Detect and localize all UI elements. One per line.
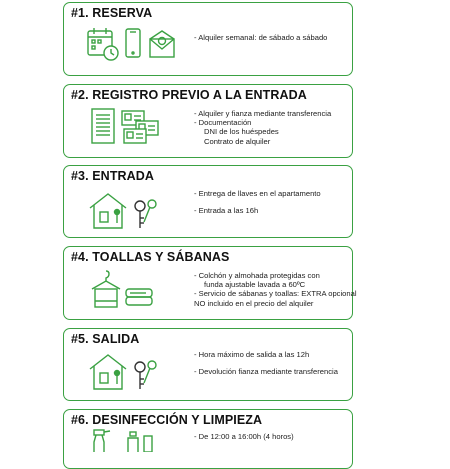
detail-line: - Colchón y almohada protegidas con <box>194 271 320 280</box>
step-card-registro <box>63 84 353 158</box>
detail-line: - De 12:00 a 16:00h (4 horos) <box>194 432 294 441</box>
folded-sheets-icon <box>126 289 152 305</box>
step-icons <box>86 25 186 65</box>
id-cards-icon <box>122 111 158 143</box>
step-details <box>194 109 331 146</box>
keys-icon <box>135 200 156 228</box>
step-details <box>194 33 327 42</box>
house-person-icon <box>90 355 126 389</box>
towel-hanger-icon <box>92 271 120 307</box>
detail-line: - Entrega de llaves en el apartamento <box>194 189 321 198</box>
detail-line: - Documentación <box>194 118 252 128</box>
step-card-desinfeccion <box>63 409 353 469</box>
detail-line: DNI de los huéspedes <box>204 127 279 137</box>
step-title: #3. ENTRADA <box>71 169 155 183</box>
step-title: #4. TOALLAS Y SÁBANAS <box>71 250 230 264</box>
step-card-entrada <box>63 165 353 238</box>
step-card-toallas <box>63 246 357 320</box>
house-person-icon <box>90 194 126 228</box>
step-icons <box>86 349 186 393</box>
detail-line: - Alquiler y fianza mediante transferencia <box>194 109 332 118</box>
detail-line: NO incluido en el precio del alquiler <box>194 298 314 308</box>
detail-line: - Entrada a las 16h <box>194 206 259 216</box>
step-icons <box>86 107 186 151</box>
keys-icon <box>135 361 156 389</box>
detail-line: - Devolución fianza mediante transferencia <box>194 367 338 377</box>
step-title: #1. RESERVA <box>71 6 153 20</box>
step-details <box>194 350 338 376</box>
cleaning-products-icon <box>128 432 152 452</box>
step-icons <box>86 188 186 232</box>
spray-bottle-icon <box>94 430 110 452</box>
step-icons <box>86 428 186 452</box>
detail-line: - Alquiler semanal: de sábado a sábado <box>194 33 328 42</box>
step-details <box>194 432 294 441</box>
detail-line: - Servicio de sábanas y toallas: EXTRA opcional <box>194 289 357 299</box>
step-title: #2. REGISTRO PREVIO A LA ENTRADA <box>71 88 307 102</box>
step-card-reserva <box>63 2 353 76</box>
step-details <box>194 271 357 308</box>
calendar-clock-icon <box>88 28 118 60</box>
detail-line: Contrato de alquiler <box>204 136 271 146</box>
step-card-salida <box>63 328 353 401</box>
step-details <box>194 189 321 215</box>
email-icon <box>150 31 174 57</box>
step-title: #5. SALIDA <box>71 332 140 346</box>
step-title: #6. DESINFECCIÓN Y LIMPIEZA <box>71 413 263 427</box>
detail-line: - Hora máximo de salida a las 12h <box>194 350 310 359</box>
document-form-icon <box>92 109 114 143</box>
smartphone-icon <box>126 29 140 57</box>
detail-line: funda ajustable lavada a 60ºC <box>204 280 306 290</box>
step-icons <box>86 269 186 313</box>
